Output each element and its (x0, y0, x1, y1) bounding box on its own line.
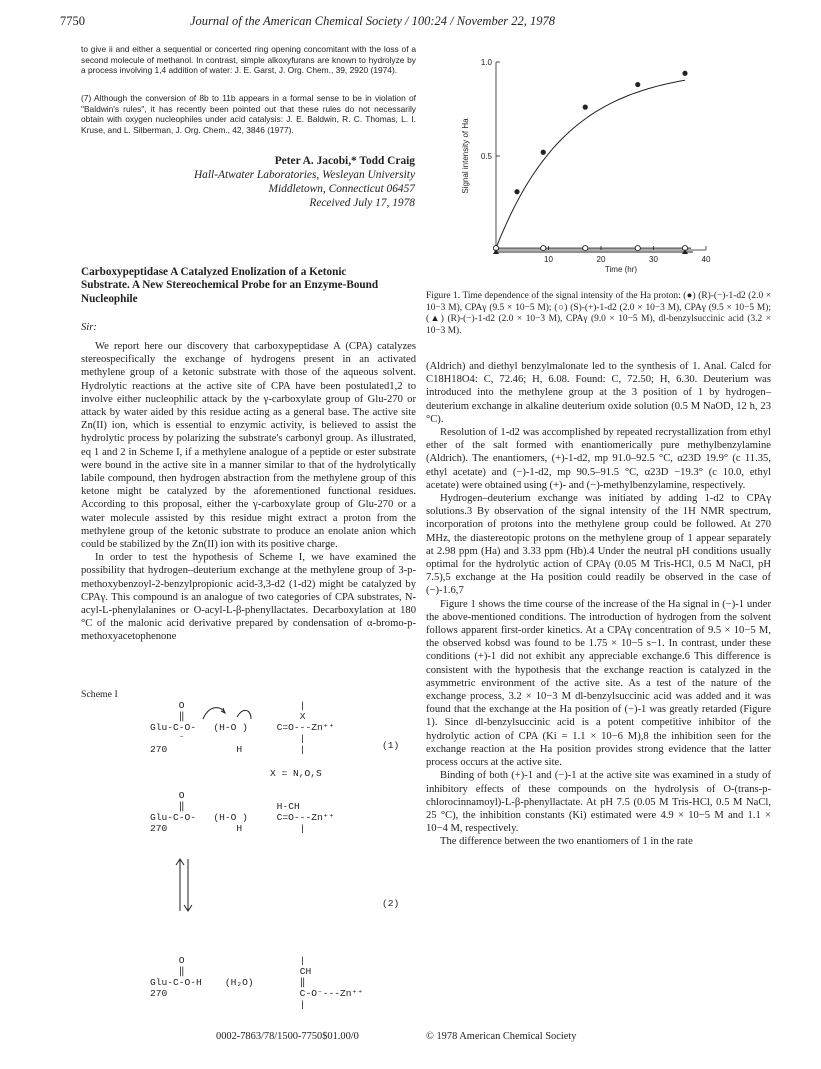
article-title: Carboxypeptidase A Catalyzed Enolization of a Ketonic Substrate. A New Stereochemical Probe for an Enzyme-Bound Nucleophile (81, 266, 379, 305)
paragraph-7: Binding of both (+)-1 and (−)-1 at the active site was examined in a study of inhibitory effects of these compounds on the hydrolysis of O-(trans-p-chlorocinnamoyl)-L-β-phenyllactate. At pH 7.5 (0.05 M Tris-HCl, 0.5 M NaCl, 25 °C), the inhibition constants (Ki) estimated were 4.9 × 10−5 M and 1.1 × 10−4 M, respectively. (426, 770, 771, 835)
footer-code: 0002-7863/78/1500-7750$01.00/0 (216, 1031, 359, 1042)
data-point-open-circle (635, 246, 640, 251)
author-names: Peter A. Jacobi,* Todd Craig (274, 155, 415, 167)
right-column-text (426, 360, 771, 849)
journal-line: Journal of the American Chemical Society / 100:24 / November 22, 1978 (190, 14, 555, 28)
y-tick-label: 0.5 (480, 152, 492, 161)
data-point-open-circle (541, 246, 546, 251)
author-affiliation-2: Middletown, Connecticut 06457 (268, 183, 415, 195)
figure-1-caption: Figure 1. Time dependence of the signal intensity of the Ha proton: (●) (R)-(−)-1-d2 (2.0 × 10−3 M), CPAγ (9.5 × 10−5 M); (○) (S)-(+)-1-d2 (2.0 × 10−3 M), CPAγ (9.5 × 10−5 M); (▲) (R)-(−)-1-d2 (2.0 × 10−3 M), CPAγ (9.0 × 10−5 M), dl-benzylsuccinic acid (3.2 × 10−3 M). (426, 291, 771, 336)
salutation: Sir: (81, 322, 97, 333)
data-point-filled-circle (682, 71, 687, 76)
data-point-filled-circle (635, 82, 640, 87)
x-tick-label: 20 (596, 255, 606, 264)
data-point-filled-circle (514, 189, 519, 194)
figure-1-chart (450, 50, 780, 290)
paragraph-8: The difference between the two enantiomers of 1 in the rate (440, 836, 693, 848)
paragraph-5: Hydrogen–deuterium exchange was initiated by adding 1-d2 to CPAγ solutions.3 By observation of the signal intensity of the 1H NMR spectrum, incorporation of protons into the methylene group could be followed. At 270 MHz, the diastereotopic protons on the methylene group of 1 appear separately at 2.98 ppm (Ha) and 3.33 ppm (Hb).4 Under the neutral pH conditions usually optimal for the hydrolytic action of CPAγ (0.05 M Tris-HCl, 0.5 M NaCl, pH 7.5),5 exchange at the Ha position could readily be observed in the case of (−)-1.6,7 (426, 493, 771, 597)
data-point-filled-circle (583, 105, 588, 110)
author-affiliation-1: Hall-Atwater Laboratories, Wesleyan University (193, 169, 415, 181)
note-7: (7) Although the conversion of 8b to 11b appears in a formal sense to be in violation of "Baldwin's rules", it has recently been pointed out that these rules do not necessarily obtain with oxygen nucleophiles under acid catalysis: J. E. Baldwin, R. C. Thomas, L. I. Kruse, and L. Silberman, J. Org. Chem., 42, 3846 (1977). (81, 93, 416, 135)
left-column-text (81, 340, 416, 644)
scheme-eq2-structure-a: O ‖ H-CH Glu-C-O- (H-O ) C=O---Zn⁺⁺ 270 H | (150, 790, 335, 834)
eq1-number: (1) (382, 740, 400, 751)
received-date: Received July 17, 1978 (309, 197, 415, 209)
footer-copyright: © 1978 American Chemical Society (426, 1031, 577, 1042)
paragraph-2: In order to test the hypothesis of Scheme I, we have examined the possibility that hydrogen–deuterium exchange at the methylene group of 3-p-methoxybenzoyl-2-benzylpropionic acid-3,3-d2 (1-d2) might be catalyzed by CPAγ. This compound is an analogue of two categories of CPA substrates, N-acyl-L-phenylalanines or O-acyl-L-β-phenyllactates. Decarboxylation at 180 °C of the malonic acid derivative prepared by condensation of α-bromo-p-methoxyacetophenone (81, 552, 416, 643)
data-point-filled-circle (541, 150, 546, 155)
note-6-continued: to give ii and either a sequential or concerted ring opening concomitant with the loss of a second molecule of methanol. In contrast, simple alkoxyfurans are known to hydrolyze by a process involving 1,4 addition of water: J. E. Garst, J. Org. Chem., 39, 2920 (1974). (81, 44, 416, 76)
scheme-eq2-structure-b: O | ‖ CH Glu-C-O-H (H₂O) ‖ 270 C-O⁻---Zn⁺⁺ | (150, 955, 364, 1010)
scheme-label: Scheme I (81, 689, 118, 700)
paragraph-1: We report here our discovery that carboxypeptidase A (CPA) catalyzes stereospecifically the exchange of hydrogens present in an activated methylene group of a ketonic substrate with those of the aqueous solvent. Hydrolytic reactions at the active site of CPA have been postulated1,2 to involve either nucleophilic attack by the γ-carboxylate group of Glu-270 or attack by water aided by this residue acting as a general base. The active site Zn(II) ion, which is essential to enzymic activity, is believed to assist the hydrolytic process by polarizing the substrate's carbonyl group. As illustrated, eq 1 and 2 in Scheme I, if a methylene analogue of a peptide or ester substrate were bound in the active site in a manner similar to that of the hydrolytically labile compound, then hydrogen abstraction from the methylene group of this ketone might be catalyzed by the aforementioned functional residues. According to this proposal, either the γ-carboxylate group of Glu-270 or a water molecule assisted by this residue might extract a proton from the methylene group of the ketonic substrate to produce an enolate anion which could be stabilized by the Zn(II) ion with its positive charge. (81, 341, 416, 551)
x-axis-label: Time (hr) (604, 265, 638, 274)
page-number: 7750 (60, 14, 85, 28)
equilibrium-arrows (170, 855, 200, 915)
scheme-eq1-structure: O | ‖ X Glu-C-O- (H-O ) C=O---Zn⁺⁺ ⁻ | 270 H | (150, 700, 335, 755)
series-filled-circle-curve (496, 80, 685, 248)
x-tick-label: 30 (649, 255, 658, 264)
scheme-eq1-arrows (195, 703, 255, 725)
paragraph-3: (Aldrich) and diethyl benzylmalonate led to the synthesis of 1. Anal. Calcd for C18H18O4: C, 72.46; H, 6.08. Found: C, 72.50; H, 6.30. Deuterium was introduced into the methylene group at the 3 position of 1 by hydrogen–deuterium exchange in alkaline deuterium oxide solution (0.5 M NaOD, 12 h, 23 °C). (426, 361, 771, 425)
y-tick-label: 1.0 (480, 58, 492, 67)
paragraph-4: Resolution of 1-d2 was accomplished by repeated recrystallization from ethyl ether of the salt formed with enantiomerically pure methylbenzylamine (Aldrich). The enantiomers, (+)-1-d2, mp 91.0–92.5 °C, α23D 19.9° (c 11.35, ethyl acetate) and (−)-1-d2, mp 90.5–91.5 °C, α23D −19.3° (c 10.0, ethyl acetate) were obtained using (+)- and (−)-methylbenzylamine, respectively. (426, 427, 771, 491)
eq2-number: (2) (382, 898, 400, 909)
x-tick-label: 40 (701, 255, 711, 264)
y-axis-label: Signal intensity of Ha (461, 118, 470, 194)
eq1-note: X = N,O,S (270, 768, 322, 779)
data-point-open-circle (583, 246, 588, 251)
x-tick-label: 10 (544, 255, 553, 264)
previous-article-authors (80, 154, 415, 210)
paragraph-6: Figure 1 shows the time course of the increase of the Ha signal in (−)-1 under the above-mentioned conditions. The introduction of hydrogen from the solvent follows apparent first-order kinetics. At a CPAγ concentration of 9.5 × 10−5 M, the observed kobsd was found to be 1.75 × 10−5 s−1. In contrast, under these conditions (+)-1 did not exhibit any appreciable exchange.6 This difference is consistent with the hypothesis that the exchange reaction is catalyzed in the asymmetric environment of the active site. As a test of the nature of the exchange process, 3.2 × 10−3 M dl-benzylsuccinic acid was added and it was found that the exchange at the Ha position of (−)-1 was greatly retarded (Figure 1). Since dl-benzylsuccinic acid is a potent competitive inhibitor of the hydrolytic action of CPA (Ki = 1.1 × 10−6 M),8 the inhibition seen for the exchange reaction at the Ha position provides strong evidence that the latter process occurs at the active site. (426, 598, 771, 769)
